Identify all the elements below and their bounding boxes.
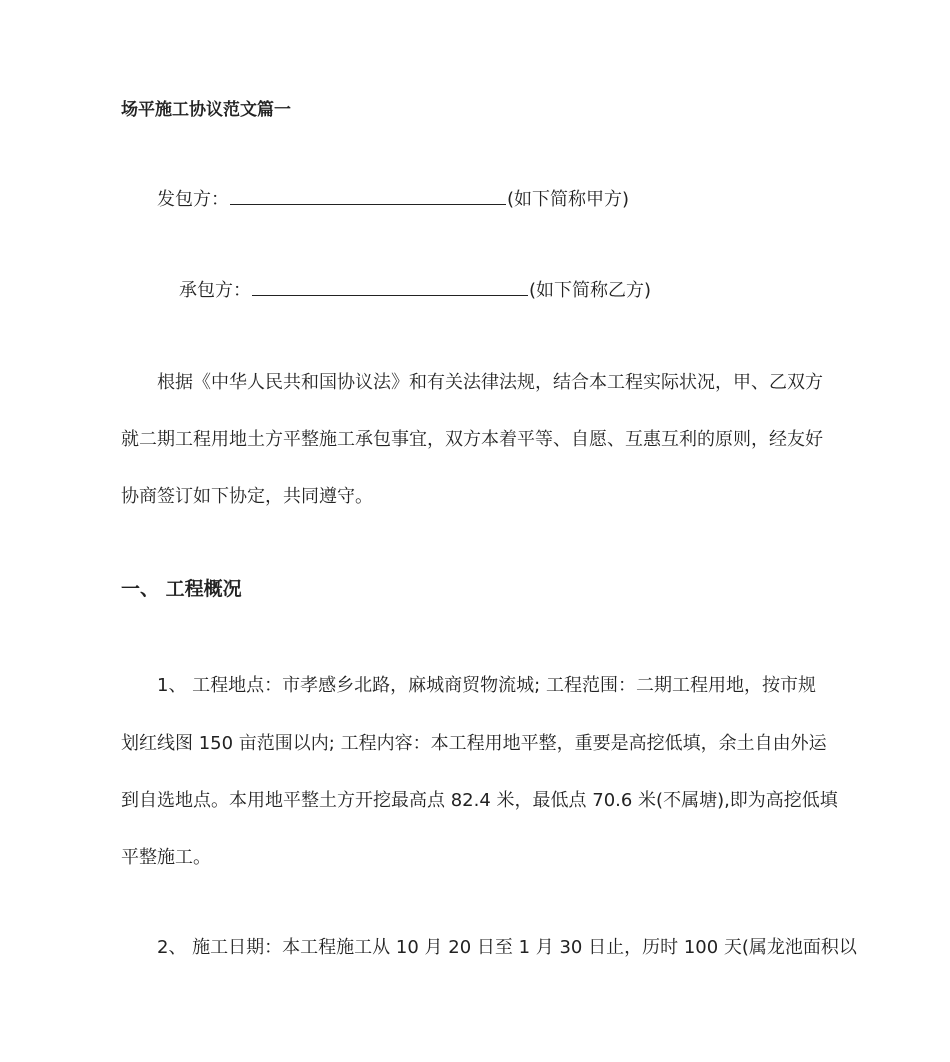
- clause-1-line-3: 到自选地点。本用地平整土方开挖最高点 82.4 米，最低点 70.6 米(不属塘),即为高挖低填: [121, 790, 838, 811]
- party-b-suffix: (如下简称乙方): [529, 280, 652, 301]
- party-a-line: [157, 188, 629, 212]
- party-b-label: 承包方：: [179, 280, 251, 301]
- clause-1-line-1: 1、 工程地点：市孝感乡北路，麻城商贸物流城; 工程范围：二期工程用地，按市规: [157, 675, 816, 696]
- section-heading: 一、 工程概况: [121, 578, 242, 600]
- clause-1-line-2: 划红线图 150 亩范围以内; 工程内容：本工程用地平整，重要是高挖低填，余土自由外运: [121, 733, 827, 754]
- party-a-label: 发包方：: [157, 189, 229, 210]
- party-b-line: [179, 279, 651, 303]
- intro-line-2: 就二期工程用地土方平整施工承包事宜，双方本着平等、自愿、互惠互利的原则，经友好: [121, 429, 823, 450]
- party-a-blank: [230, 188, 506, 205]
- party-b-blank: [252, 279, 528, 296]
- clause-2-line-1: 2、 施工日期：本工程施工从 10 月 20 日至 1 月 30 日止，历时 100 天(属龙池面积以: [157, 937, 857, 958]
- party-a-suffix: (如下简称甲方): [507, 189, 630, 210]
- clause-1-line-4: 平整施工。: [121, 847, 211, 868]
- intro-line-1: 根据《中华人民共和国协议法》和有关法律法规，结合本工程实际状况，甲、乙双方: [157, 372, 823, 393]
- document-title: 场平施工协议范文篇一: [121, 100, 291, 120]
- intro-line-3: 协商签订如下协定，共同遵守。: [121, 486, 373, 507]
